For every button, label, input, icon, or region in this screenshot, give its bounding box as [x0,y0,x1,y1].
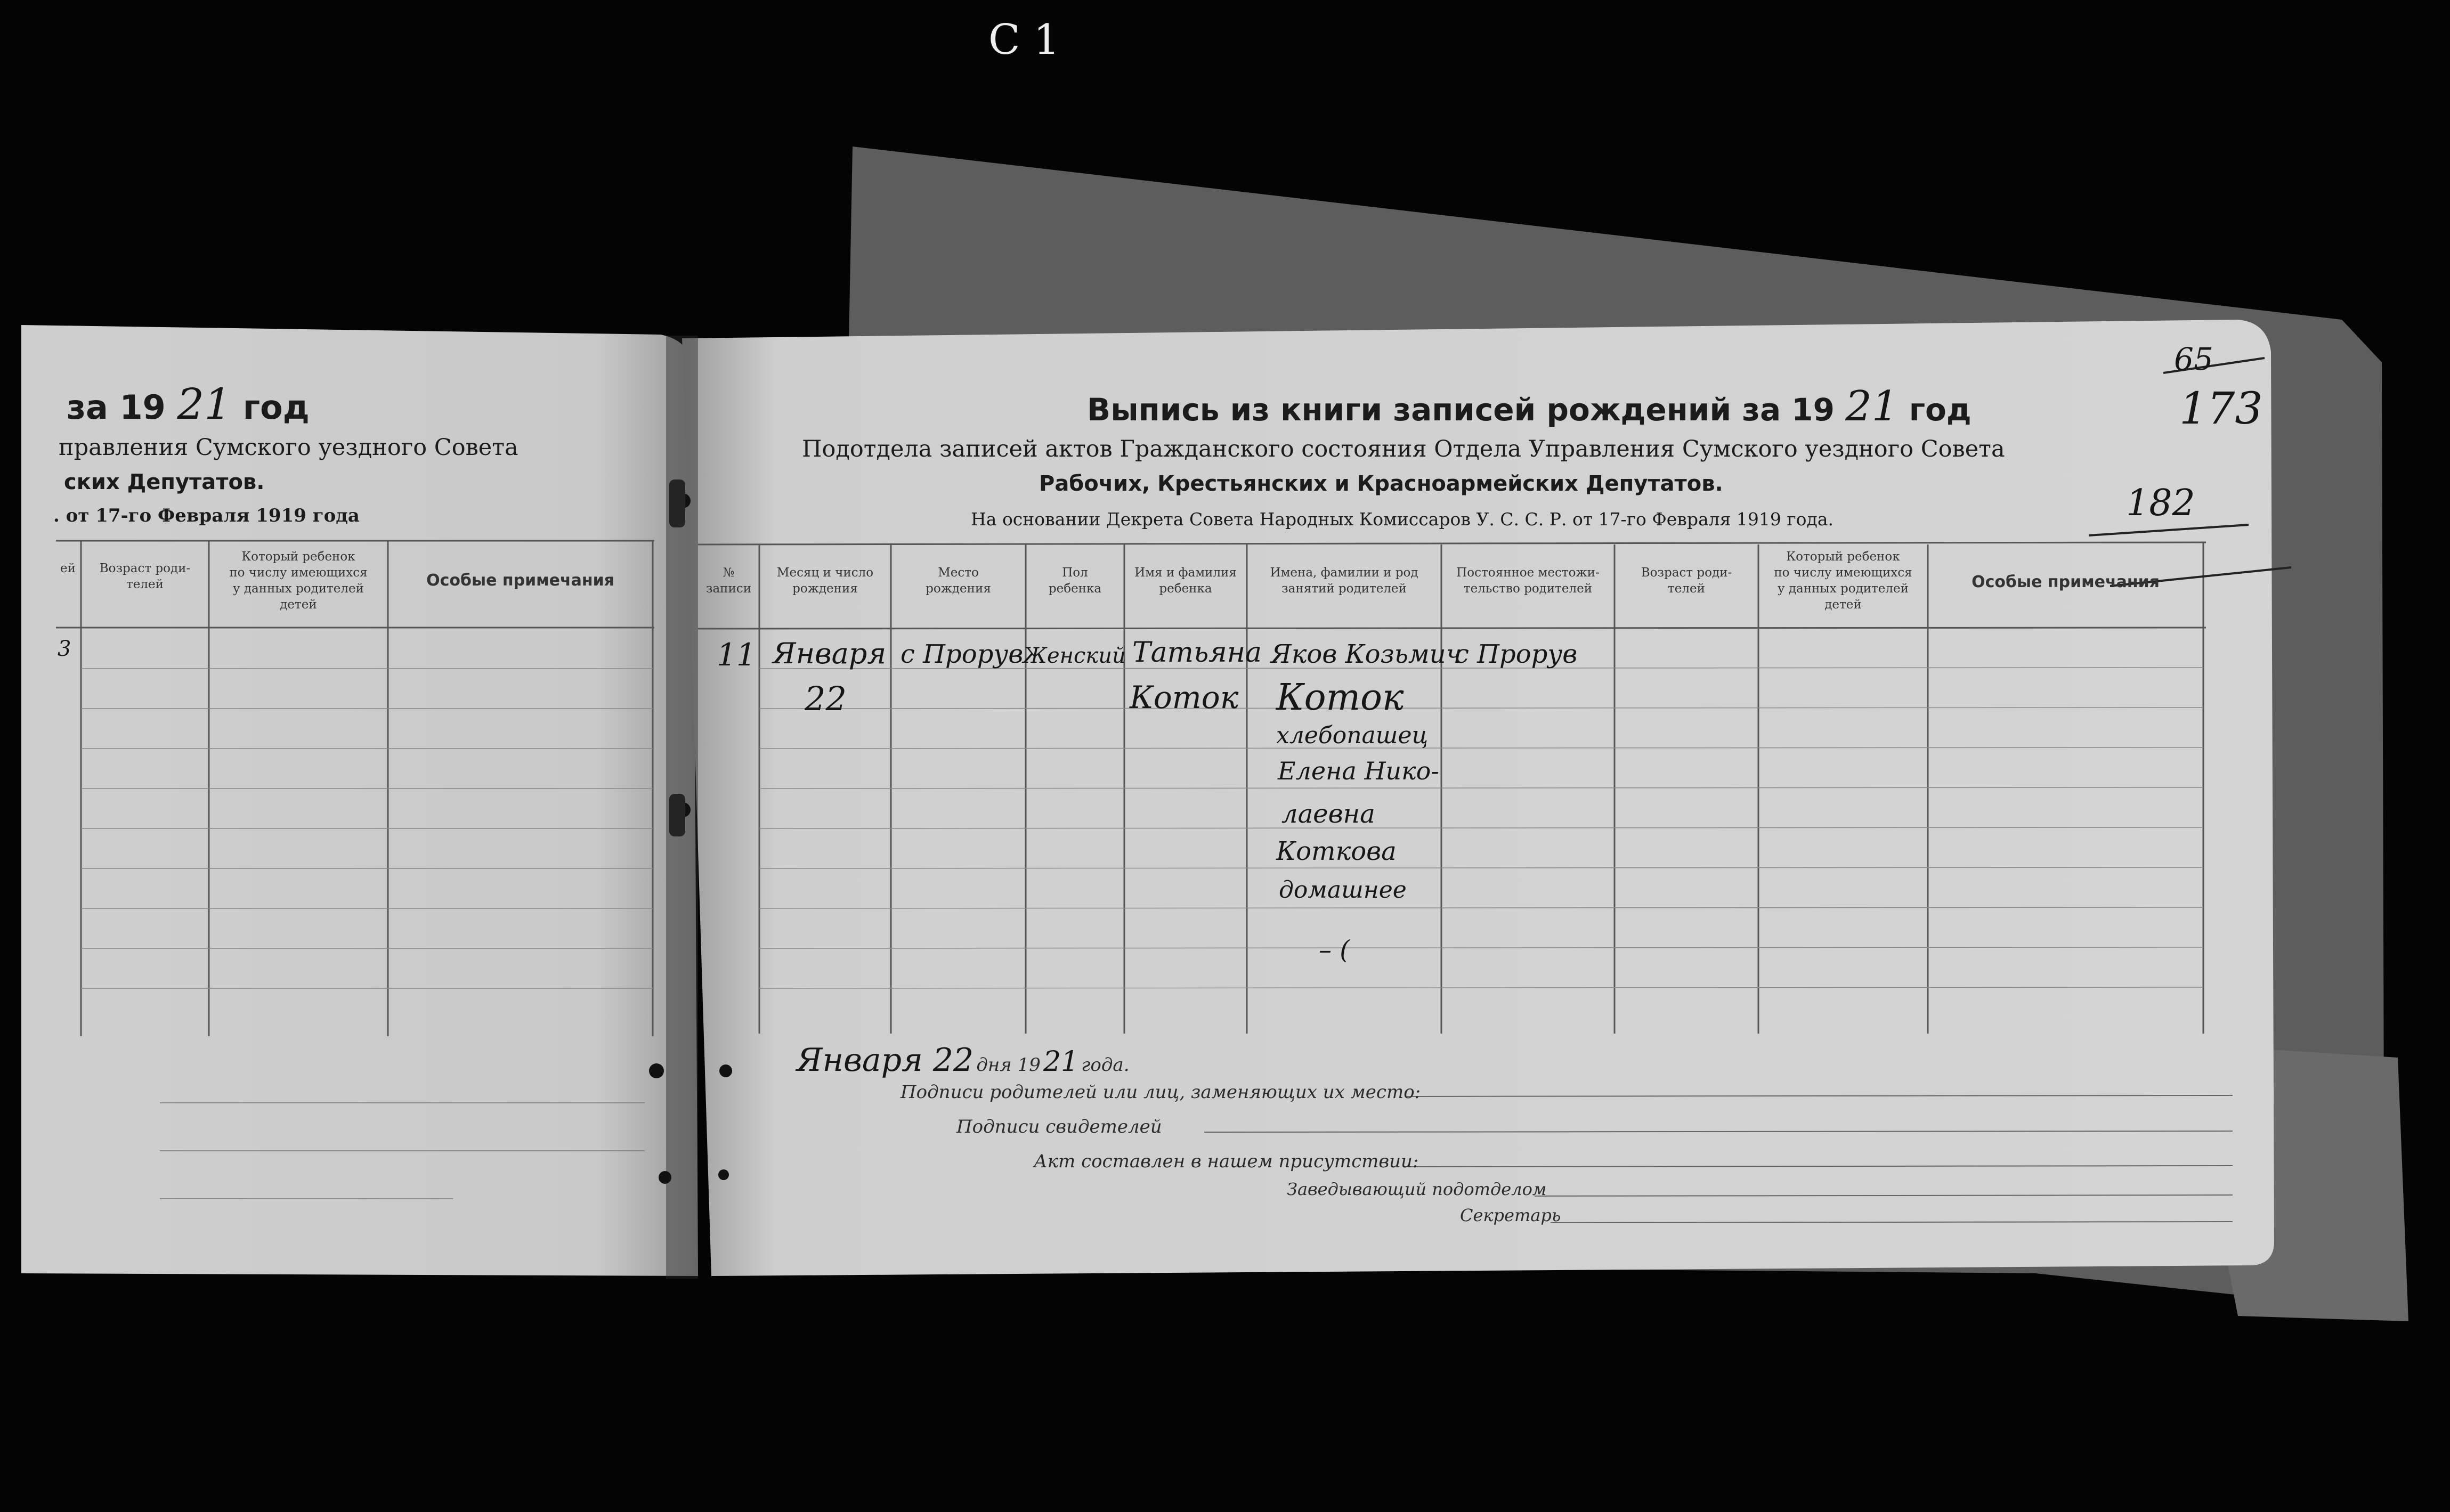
col-header-record-number: № записи [705,566,752,596]
col-header-birth-place: Место рождения [926,566,991,596]
col-header-parents-age: Возраст роди- телей [1641,566,1732,596]
entry-child-first-name: Татьяна [1132,637,1262,669]
right-title-prefix: Выпись из книги записей рождений за 19 [1087,392,1835,428]
footer-parents-signature: Подписи родителей или лиц, заменяющих их место: [901,1082,1421,1103]
footer-secretary: Секретарь [1460,1205,1561,1225]
footer-head-of-subdepartment: Заведывающий подотделом [1287,1179,1547,1199]
left-header-line3: ских Депутатов. [64,470,265,494]
entry-child-last-name: Коток [1130,679,1239,716]
left-header-line1 [67,379,310,429]
col-header-residence: Постоянное местожи- тельство родителей [1456,566,1600,596]
footer-date-tail: года. [1081,1054,1130,1076]
right-header-line2: Подотдела записей актов Гражданского состояния Отдела Управления Сумского уездного Совета [802,436,2005,462]
right-page [682,320,2274,1276]
col-header-notes: Особые примечания [1972,573,2160,591]
entry-parent-line-2: Коток [1276,677,1404,719]
entry-parent-line-3: хлебопашец [1276,722,1429,749]
left-year-hand: 21 [177,379,232,429]
entry-parent-line-5: лаевна [1281,799,1375,829]
left-header-line4: . от 17-го Февраля 1919 года [53,505,360,526]
footer-year-hand: 21 [1043,1046,1079,1078]
right-title-year-hand: 21 [1845,383,1899,430]
col-header-child-order: Который ребенок по числу имеющихся у данных родителей детей [1774,550,1912,612]
footer-date-hand: Января 22 [797,1042,974,1079]
left-col-header-2: Который ребенок по числу имеющихся у данных родителей детей [229,550,368,612]
entry-birth-day: 22 [805,679,847,718]
page-number-current: 173 [2179,384,2263,434]
entry-birth-place: с Прорув [901,639,1024,669]
entry-record-number: 11 [717,637,756,673]
left-col-header-0: ей [60,562,76,575]
page-number-new: 182 [2126,482,2195,524]
left-year-prefix: за 19 [67,388,166,427]
col-header-parents: Имена, фамилии и род занятий родителей [1270,566,1418,596]
right-title [1087,383,1972,430]
entry-parent-line-4: Елена Нико- [1278,757,1439,785]
archive-mark: С 1 [988,16,1060,64]
right-title-suffix: год [1909,392,1972,428]
entry-parent-line-7: домашнее [1279,876,1407,904]
left-header-line2: правления Сумского уездного Совета [59,434,518,461]
left-year-suffix: год [242,388,310,427]
footer-date-line [797,1042,1130,1079]
footer-act-line: Акт составлен в нашем присутствии: [1034,1151,1419,1172]
right-header-line3: Рабочих, Крестьянских и Красноармейских Депутатов. [1039,472,1723,496]
left-page [21,325,698,1276]
entry-birth-month: Января [773,637,887,670]
left-row-entry: 3 [58,637,71,661]
entry-pencil-mark: – ( [1319,935,1350,965]
entry-sex: Женский [1023,644,1126,668]
entry-residence: с Прорув [1455,639,1578,669]
col-header-birth-date: Месяц и число рождения [776,566,874,596]
entry-parent-line-1: Яков Козьмич [1271,639,1462,669]
page-number-old: 65 [2174,341,2213,377]
col-header-child-name: Имя и фамилия ребенка [1134,566,1237,596]
col-header-sex: Пол ребенка [1048,566,1102,596]
right-header-line4: На основании Декрета Совета Народных Комиссаров У. С. С. Р. от 17-го Февраля 1919 года. [971,509,1834,530]
footer-date-print: дня 19 [976,1054,1041,1076]
left-col-header-1: Возраст роди- телей [99,562,191,591]
left-col-header-3: Особые примечания [426,571,614,590]
footer-witnesses-signature: Подписи свидетелей [956,1116,1162,1137]
entry-parent-line-6: Коткова [1276,836,1397,866]
